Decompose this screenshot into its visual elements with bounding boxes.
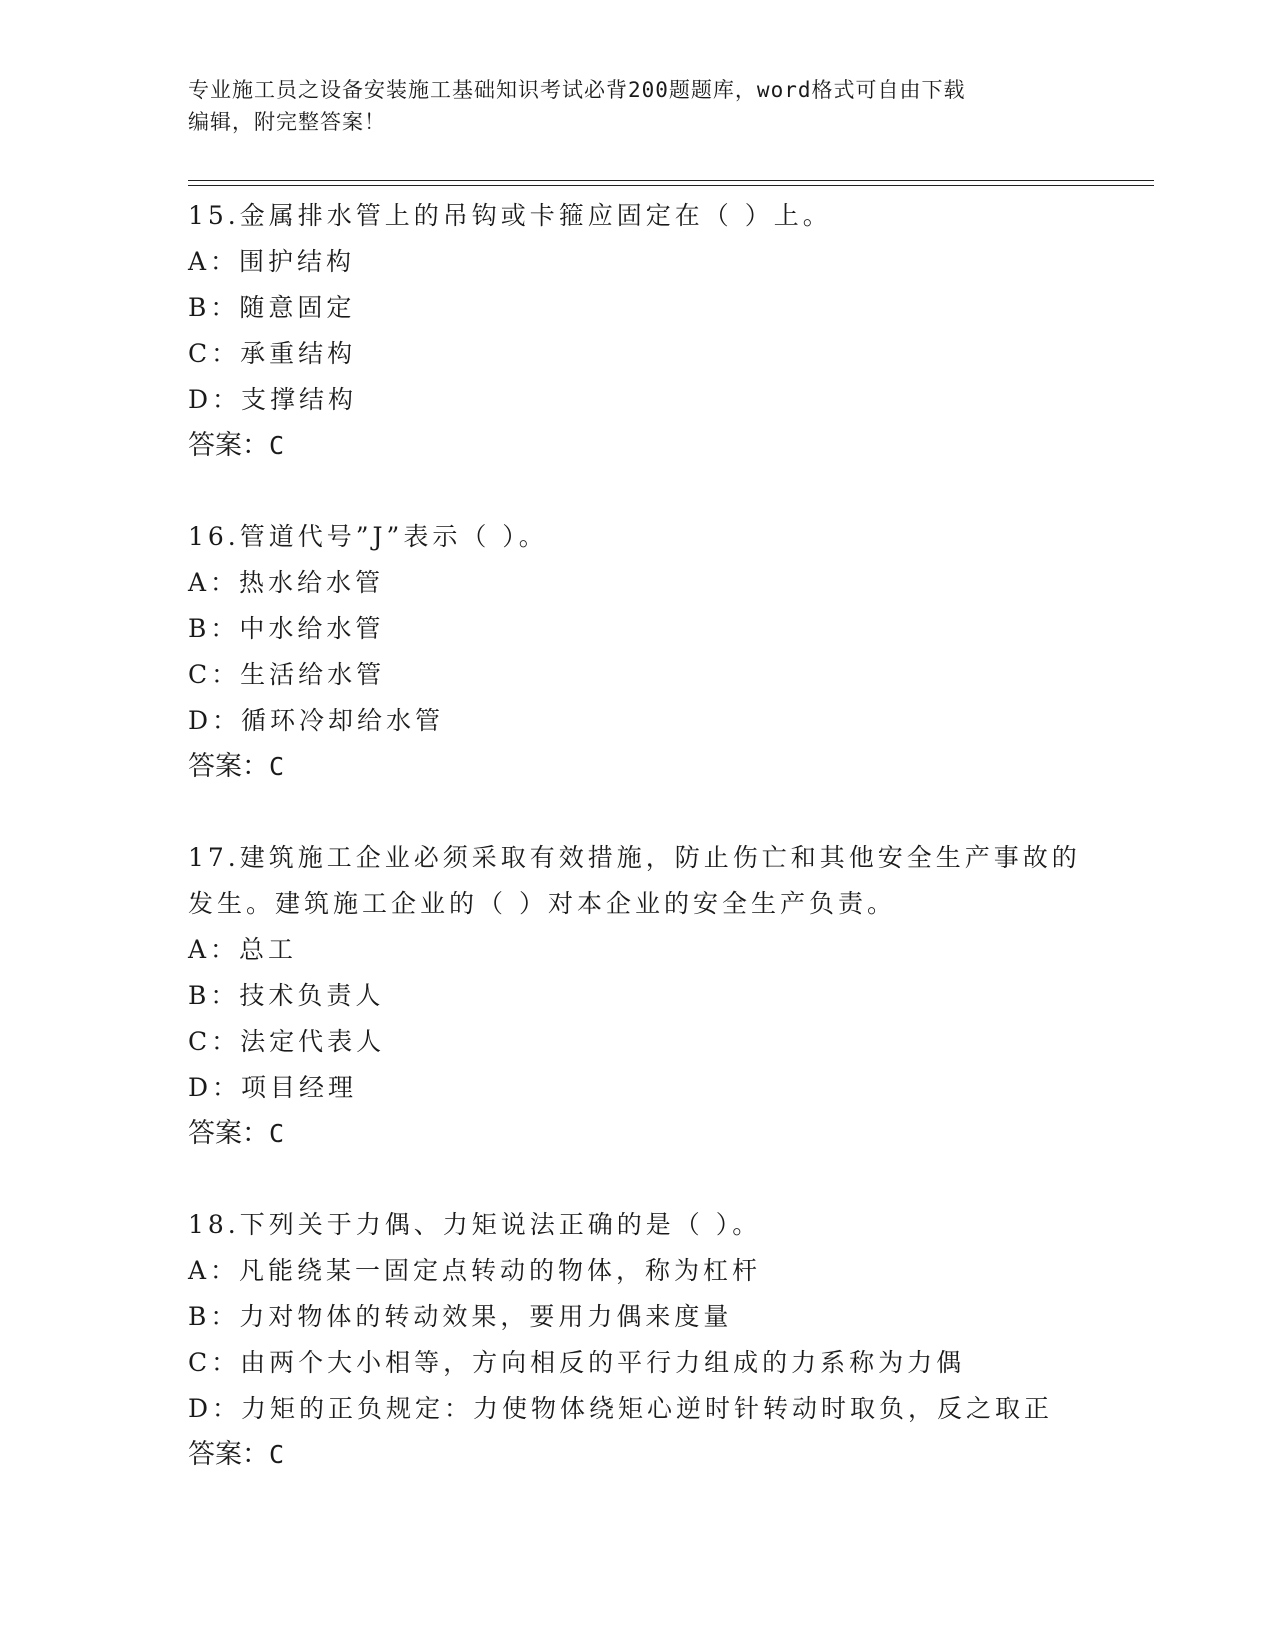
answer-line [188, 423, 1148, 469]
option-b: B：力对物体的转动效果，要用力偶来度量 [188, 1302, 733, 1331]
header-line-1: 专业施工员之设备安装施工基础知识考试必背200题题库，word格式可自由下载 [188, 78, 966, 102]
answer-label: 答案： [188, 1439, 269, 1470]
answer-line [188, 1432, 1148, 1478]
answer-value: C [269, 752, 285, 781]
option-c: C：由两个大小相等，方向相反的平行力组成的力系称为力偶 [188, 1348, 966, 1377]
option-a: A：总工 [188, 935, 298, 964]
option-a: A：凡能绕某一固定点转动的物体，称为杠杆 [188, 1256, 762, 1285]
question-spacer [188, 469, 1148, 514]
question-text: 16.管道代号”J”表示（ ）。 [188, 522, 548, 551]
option-b: B：随意固定 [188, 293, 356, 322]
option-b: B：中水给水管 [188, 614, 385, 643]
answer-label: 答案： [188, 751, 269, 782]
option-c: C：生活给水管 [188, 660, 386, 689]
option-a: A：热水给水管 [188, 568, 385, 597]
answer-value: C [269, 431, 285, 460]
question-text-line-1: 17.建筑施工企业必须采取有效措施，防止伤亡和其他安全生产事故的 [188, 843, 1081, 872]
answer-value: C [269, 1119, 285, 1148]
option-d: D：项目经理 [188, 1073, 358, 1102]
option-d: D：支撑结构 [188, 385, 358, 414]
question-list [188, 193, 1148, 1478]
answer-line [188, 744, 1148, 790]
question-18 [188, 1202, 1148, 1478]
header-divider-top [188, 180, 1154, 181]
option-d: D：力矩的正负规定：力使物体绕矩心逆时针转动时取负，反之取正 [188, 1394, 1054, 1423]
header-line-2: 编辑，附完整答案！ [188, 110, 386, 134]
answer-value: C [269, 1440, 285, 1469]
question-spacer [188, 790, 1148, 835]
question-text: 15.金属排水管上的吊钩或卡箍应固定在（ ）上。 [188, 201, 832, 230]
option-a: A：围护结构 [188, 247, 356, 276]
answer-label: 答案： [188, 1118, 269, 1149]
question-text-line-2: 发生。建筑施工企业的（ ）对本企业的安全生产负责。 [188, 889, 896, 918]
answer-label: 答案： [188, 430, 269, 461]
answer-line [188, 1111, 1148, 1157]
header-divider-bottom [188, 185, 1154, 186]
question-15 [188, 193, 1148, 469]
question-17 [188, 835, 1148, 1157]
question-spacer [188, 1157, 1148, 1202]
option-c: C：法定代表人 [188, 1027, 386, 1056]
question-text: 18.下列关于力偶、力矩说法正确的是（ ）。 [188, 1210, 762, 1239]
option-d: D：循环冷却给水管 [188, 706, 445, 735]
option-b: B：技术负责人 [188, 981, 385, 1010]
option-c: C：承重结构 [188, 339, 357, 368]
document-header [188, 74, 1088, 138]
question-16 [188, 514, 1148, 790]
